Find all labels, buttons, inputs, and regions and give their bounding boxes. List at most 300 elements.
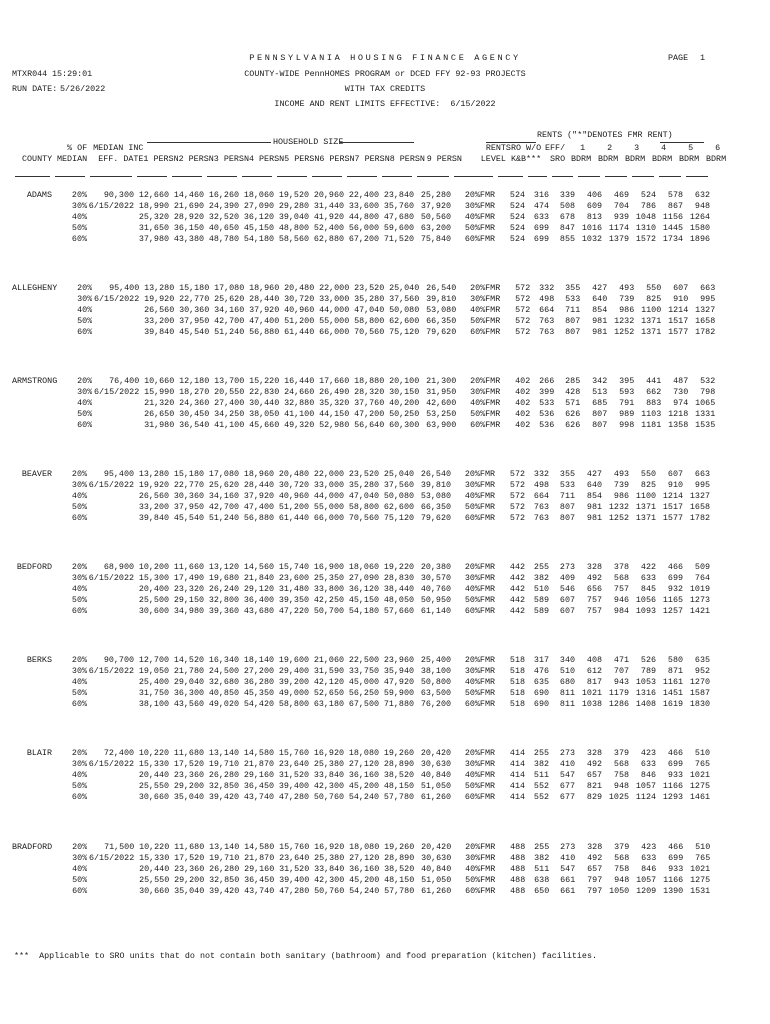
income-limit: 25,400 xyxy=(138,676,169,687)
income-limit: 10,220 xyxy=(138,748,169,758)
rent-value: 492 xyxy=(587,852,603,863)
income-limit: 19,920 xyxy=(144,293,175,304)
empty-cell xyxy=(12,398,57,409)
rent-value: 664 xyxy=(533,490,549,501)
table-row xyxy=(12,770,710,781)
table-row xyxy=(12,584,710,595)
income-limit: 38,100 xyxy=(138,698,169,709)
income-limit: 51,050 xyxy=(421,874,452,885)
median-income: 76,400 xyxy=(109,376,140,386)
county-table xyxy=(12,748,710,803)
rent-value: 763 xyxy=(533,512,549,523)
income-limit: 35,040 xyxy=(173,791,204,802)
rent-value: 981 xyxy=(592,326,608,337)
rent-value: 758 xyxy=(613,769,629,780)
rent-value: 981 xyxy=(586,512,602,523)
rent-value: 813 xyxy=(586,211,602,222)
rent-level: 50%FMR xyxy=(470,315,501,326)
rent-value: 402 xyxy=(515,408,531,419)
empty-cell xyxy=(12,409,57,420)
income-limit: 50,560 xyxy=(420,211,451,222)
rent-value: 1124 xyxy=(635,791,656,802)
income-limit: 23,640 xyxy=(279,852,310,863)
rent-value: 273 xyxy=(560,842,576,852)
rent-value: 423 xyxy=(640,748,656,758)
rent-value: 845 xyxy=(640,583,656,594)
rent-value: 847 xyxy=(559,222,575,233)
rent-level: 50%FMR xyxy=(465,874,496,885)
rent-value: 1174 xyxy=(608,222,629,233)
income-limit: 30,450 xyxy=(179,408,210,419)
income-limit: 25,620 xyxy=(208,479,239,490)
pct-of-median: 50% xyxy=(77,315,93,326)
income-limit: 54,180 xyxy=(348,605,379,616)
income-limit: 47,280 xyxy=(279,885,310,896)
income-limit: 18,060 xyxy=(348,562,379,572)
income-limit: 15,220 xyxy=(249,376,280,386)
pct-of-median: 40% xyxy=(72,863,88,874)
income-limit: 23,600 xyxy=(278,572,309,583)
header-underline xyxy=(454,176,493,177)
rent-value: 974 xyxy=(673,397,689,408)
rent-value: 492 xyxy=(586,758,602,769)
rent-value: 572 xyxy=(509,490,525,501)
income-limit: 70,560 xyxy=(354,326,385,337)
pct-of-median: 30% xyxy=(72,852,88,863)
income-limit: 47,400 xyxy=(249,315,280,326)
income-limit: 29,150 xyxy=(173,594,204,605)
income-limit: 19,920 xyxy=(138,479,169,490)
rent-value: 524 xyxy=(509,200,525,211)
income-limit: 16,440 xyxy=(284,376,315,386)
income-limit: 34,250 xyxy=(214,408,245,419)
income-limit: 23,960 xyxy=(383,655,414,665)
income-limit: 15,760 xyxy=(279,842,310,852)
income-limit: 23,520 xyxy=(348,469,379,479)
income-limit: 30,660 xyxy=(139,885,170,896)
table-row xyxy=(12,864,710,875)
income-limit: 30,720 xyxy=(278,479,309,490)
income-limit: 34,160 xyxy=(214,304,245,315)
rent-value: 552 xyxy=(533,780,549,791)
rent-value: 518 xyxy=(509,655,525,665)
pct-of-median: 50% xyxy=(71,780,87,791)
county-table xyxy=(12,376,715,431)
rent-value: 355 xyxy=(565,283,581,293)
income-limit: 12,660 xyxy=(138,190,169,200)
income-limit: 30,630 xyxy=(420,758,451,769)
rent-value: 442 xyxy=(509,594,525,605)
empty-cell xyxy=(12,316,57,327)
income-limit: 21,840 xyxy=(243,572,274,583)
income-limit: 79,620 xyxy=(426,326,457,337)
rent-value: 1209 xyxy=(636,885,657,896)
rent-value: 332 xyxy=(533,469,549,479)
rent-value: 1161 xyxy=(662,676,683,687)
rent-value: 1252 xyxy=(614,326,635,337)
county-name: ALLEGHENY xyxy=(12,283,58,293)
income-limit: 30,360 xyxy=(179,304,210,315)
rent-level: 30%FMR xyxy=(470,293,501,304)
rent-value: 661 xyxy=(560,874,576,885)
rent-level: 30%FMR xyxy=(464,479,495,490)
rent-value: 493 xyxy=(613,469,629,479)
income-limit: 50,700 xyxy=(313,605,344,616)
income-limit: 43,740 xyxy=(243,791,274,802)
rent-value: 825 xyxy=(646,293,662,304)
rent-value: 998 xyxy=(619,419,635,430)
income-limit: 41,100 xyxy=(284,408,315,419)
rent-level: 40%FMR xyxy=(465,863,496,874)
income-limit: 39,810 xyxy=(420,479,451,490)
income-limit: 16,260 xyxy=(208,190,239,200)
rent-value: 1166 xyxy=(663,874,684,885)
person-3-header: 3 PERSN xyxy=(213,154,249,164)
empty-cell xyxy=(12,201,52,212)
rent-value: 428 xyxy=(565,386,581,397)
rent-value: 378 xyxy=(613,562,629,572)
report-time: 15:29:01 xyxy=(52,69,93,79)
rent-level: 50%FMR xyxy=(464,594,495,605)
income-limit: 20,400 xyxy=(138,583,169,594)
income-limit: 22,770 xyxy=(173,479,204,490)
rent-level: 20%FMR xyxy=(465,842,496,852)
person-7-header: 7 PERSN xyxy=(354,154,390,164)
rent-level: 20%FMR xyxy=(464,469,495,479)
rent-value: 1896 xyxy=(689,233,710,244)
bdrm-4-top: 4 xyxy=(661,143,667,153)
rent-value: 854 xyxy=(586,490,602,501)
table-row xyxy=(12,842,710,853)
rent-value: 1371 xyxy=(641,315,662,326)
rent-value: 1577 xyxy=(662,512,683,523)
rent-value: 442 xyxy=(509,605,525,616)
empty-cell xyxy=(12,513,52,524)
rent-value: 402 xyxy=(515,397,531,408)
rent-value: 711 xyxy=(559,490,575,501)
income-limit: 61,440 xyxy=(278,512,309,523)
rent-value: 379 xyxy=(613,748,629,758)
rent-value: 1782 xyxy=(689,512,710,523)
income-limit: 20,480 xyxy=(278,469,309,479)
rent-value: 414 xyxy=(509,758,525,769)
person-9-header: 9 PERSN xyxy=(426,154,462,164)
rent-value: 939 xyxy=(613,211,629,222)
rent-value: 408 xyxy=(586,655,602,665)
rent-value: 382 xyxy=(533,572,549,583)
rent-value: 382 xyxy=(534,852,550,863)
rent-level: 50%FMR xyxy=(464,222,495,233)
rent-value: 474 xyxy=(533,200,549,211)
rent-value: 607 xyxy=(667,469,683,479)
income-limit: 26,560 xyxy=(144,304,175,315)
income-limit: 66,000 xyxy=(313,512,344,523)
income-limit: 75,840 xyxy=(420,233,451,244)
effective-date: 6/15/2022 xyxy=(88,665,134,676)
income-limit: 33,000 xyxy=(313,479,344,490)
income-limit: 35,940 xyxy=(383,665,414,676)
header-underline xyxy=(498,176,523,177)
pct-of-median: 20% xyxy=(77,283,93,293)
rent-value: 488 xyxy=(510,842,526,852)
income-limit: 50,760 xyxy=(313,791,344,802)
income-limit: 31,520 xyxy=(279,863,310,874)
income-limit: 20,100 xyxy=(389,376,420,386)
income-limit: 18,270 xyxy=(179,386,210,397)
income-limit: 47,680 xyxy=(383,211,414,222)
income-limit: 11,680 xyxy=(174,842,205,852)
rent-value: 786 xyxy=(640,200,656,211)
income-limit: 13,280 xyxy=(144,283,175,293)
rent-value: 355 xyxy=(559,469,575,479)
header-underline xyxy=(137,176,167,177)
income-limit: 19,220 xyxy=(383,562,414,572)
rent-value: 524 xyxy=(509,222,525,233)
table-row xyxy=(12,875,710,886)
page-number: 1 xyxy=(700,53,706,63)
income-limit: 58,800 xyxy=(354,315,385,326)
empty-cell xyxy=(12,305,57,316)
empty-cell xyxy=(12,294,57,305)
rent-value: 699 xyxy=(533,233,549,244)
rent-value: 797 xyxy=(587,874,603,885)
pct-of-median: 60% xyxy=(71,791,87,802)
table-row xyxy=(12,655,710,666)
empty-cell xyxy=(87,688,134,699)
header-underline xyxy=(207,176,237,177)
rent-value: 871 xyxy=(667,665,683,676)
empty-cell xyxy=(87,792,134,803)
table-row xyxy=(12,480,710,491)
rent-value: 342 xyxy=(592,376,608,386)
income-limit: 38,440 xyxy=(383,583,414,594)
income-limit: 29,120 xyxy=(243,583,274,594)
income-limit: 23,360 xyxy=(173,769,204,780)
income-limit: 13,700 xyxy=(214,376,245,386)
rent-value: 1103 xyxy=(641,408,662,419)
eff-sro-header: SRO xyxy=(550,154,566,164)
rent-value: 487 xyxy=(673,376,689,386)
income-limit: 32,850 xyxy=(209,874,240,885)
county-name: BRADFORD xyxy=(12,842,53,852)
income-limit: 28,320 xyxy=(354,386,385,397)
income-limit: 29,280 xyxy=(278,200,309,211)
income-limit: 45,350 xyxy=(243,687,274,698)
rent-value: 1214 xyxy=(668,304,689,315)
rent-value: 488 xyxy=(510,874,526,885)
pct-of-median: 60% xyxy=(71,233,87,244)
income-limit: 45,660 xyxy=(249,419,280,430)
income-limit: 62,600 xyxy=(383,501,414,512)
table-row xyxy=(12,759,710,770)
rent-value: 414 xyxy=(509,780,525,791)
income-limit: 13,120 xyxy=(208,562,239,572)
empty-cell xyxy=(12,327,57,338)
rent-value: 757 xyxy=(586,605,602,616)
rent-value: 633 xyxy=(641,852,657,863)
rent-value: 402 xyxy=(515,419,531,430)
income-limit: 18,960 xyxy=(243,469,274,479)
income-limit: 20,380 xyxy=(420,562,451,572)
rent-value: 466 xyxy=(668,842,684,852)
pct-of-median: 50% xyxy=(77,408,93,419)
pct-of-median: 30% xyxy=(77,293,93,304)
income-limit: 45,540 xyxy=(179,326,210,337)
income-limit: 24,500 xyxy=(208,665,239,676)
income-limit: 34,980 xyxy=(173,605,204,616)
county-name: BLAIR xyxy=(26,748,52,758)
income-limit: 40,960 xyxy=(278,490,309,501)
rent-value: 328 xyxy=(586,562,602,572)
pct-of-median: 60% xyxy=(71,698,87,709)
header-underline xyxy=(277,176,307,177)
income-limit: 66,350 xyxy=(426,315,457,326)
empty-cell xyxy=(12,420,57,431)
rent-value: 607 xyxy=(559,594,575,605)
rent-value: 1451 xyxy=(662,687,683,698)
rent-value: 626 xyxy=(565,419,581,430)
rent-value: 572 xyxy=(509,469,525,479)
empty-cell xyxy=(87,875,134,886)
rent-value: 677 xyxy=(559,780,575,791)
rent-value: 1331 xyxy=(695,408,716,419)
income-limit: 37,950 xyxy=(173,501,204,512)
income-limit: 40,650 xyxy=(208,222,239,233)
rent-value: 633 xyxy=(533,211,549,222)
table-row xyxy=(12,212,710,223)
rent-value: 730 xyxy=(673,386,689,397)
empty-cell xyxy=(87,677,134,688)
rent-value: 699 xyxy=(667,758,683,769)
rent-value: 607 xyxy=(673,283,689,293)
rent-value: 1531 xyxy=(690,885,711,896)
rent-level: 40%FMR xyxy=(470,397,501,408)
column-headers xyxy=(12,143,726,165)
person-5-header: 5 PERSN xyxy=(284,154,320,164)
income-limit: 63,500 xyxy=(420,687,451,698)
income-limit: 49,020 xyxy=(208,698,239,709)
rent-value: 572 xyxy=(515,283,531,293)
income-limit: 18,080 xyxy=(349,842,380,852)
income-limit: 40,850 xyxy=(208,687,239,698)
pct-of-median: 60% xyxy=(71,512,87,523)
rent-value: 1327 xyxy=(689,490,710,501)
sro-kb-header: K&B*** xyxy=(510,154,542,164)
rent-value: 981 xyxy=(586,501,602,512)
income-limit: 33,200 xyxy=(138,501,169,512)
rent-level: 30%FMR xyxy=(464,758,495,769)
empty-cell xyxy=(12,875,52,886)
rent-value: 1421 xyxy=(689,605,710,616)
pct-of-median: 40% xyxy=(71,211,87,222)
empty-cell xyxy=(12,688,52,699)
income-limit: 67,200 xyxy=(348,233,379,244)
rent-value: 1327 xyxy=(695,304,716,315)
income-limit: 25,550 xyxy=(139,874,170,885)
rent-value: 1371 xyxy=(635,512,656,523)
income-limit: 51,050 xyxy=(420,780,451,791)
rent-value: 626 xyxy=(565,408,581,419)
rent-value: 339 xyxy=(559,190,575,200)
income-limit: 11,660 xyxy=(173,562,204,572)
income-limit: 28,440 xyxy=(243,479,274,490)
rent-value: 943 xyxy=(613,676,629,687)
income-limit: 22,400 xyxy=(348,190,379,200)
income-limit: 23,640 xyxy=(278,758,309,769)
rent-value: 471 xyxy=(613,655,629,665)
rent-value: 568 xyxy=(613,572,629,583)
rent-value: 568 xyxy=(614,852,630,863)
income-limit: 29,040 xyxy=(173,676,204,687)
income-limit: 15,760 xyxy=(278,748,309,758)
effective-date: 6/15/2022 xyxy=(94,386,140,397)
income-limit: 48,150 xyxy=(383,780,414,791)
rent-value: 933 xyxy=(667,769,683,780)
income-limit: 39,400 xyxy=(279,874,310,885)
pct-of-median: 40% xyxy=(71,769,87,780)
rent-value: 946 xyxy=(613,594,629,605)
income-limit: 12,180 xyxy=(179,376,210,386)
rent-value: 518 xyxy=(509,665,525,676)
income-limit: 20,480 xyxy=(284,283,315,293)
header-underline xyxy=(605,176,627,177)
median-income: 68,900 xyxy=(103,562,134,572)
rent-value: 817 xyxy=(586,676,602,687)
rent-value: 550 xyxy=(646,283,662,293)
income-limit: 45,200 xyxy=(348,780,379,791)
income-limit: 39,360 xyxy=(208,605,239,616)
income-limit: 50,080 xyxy=(389,304,420,315)
rent-value: 807 xyxy=(559,501,575,512)
income-limit: 35,040 xyxy=(174,885,205,896)
income-limit: 50,800 xyxy=(420,676,451,687)
income-limit: 55,000 xyxy=(319,315,350,326)
rent-value: 1273 xyxy=(689,594,710,605)
income-limit: 18,990 xyxy=(138,200,169,211)
rent-value: 526 xyxy=(640,655,656,665)
income-limit: 27,120 xyxy=(348,758,379,769)
income-limit: 30,630 xyxy=(421,852,452,863)
income-limit: 32,880 xyxy=(284,397,315,408)
income-limit: 75,120 xyxy=(383,512,414,523)
person-2-header: 2 PERSN xyxy=(178,154,214,164)
rent-value: 657 xyxy=(586,769,602,780)
income-limit: 36,160 xyxy=(349,863,380,874)
rent-value: 1358 xyxy=(668,419,689,430)
income-limit: 28,890 xyxy=(384,852,415,863)
rent-value: 328 xyxy=(586,748,602,758)
rent-value: 678 xyxy=(559,211,575,222)
income-limit: 22,500 xyxy=(348,655,379,665)
header-underline xyxy=(528,176,547,177)
income-limit: 31,650 xyxy=(138,222,169,233)
rent-value: 488 xyxy=(510,885,526,896)
income-limit: 16,920 xyxy=(313,748,344,758)
rent-value: 1310 xyxy=(635,222,656,233)
header-underline xyxy=(382,176,412,177)
income-limit: 51,200 xyxy=(284,315,315,326)
rent-value: 469 xyxy=(613,190,629,200)
rent-value: 510 xyxy=(559,665,575,676)
rent-value: 423 xyxy=(641,842,657,852)
income-limit: 40,760 xyxy=(420,583,451,594)
rent-value: 1390 xyxy=(663,885,684,896)
income-limit: 13,140 xyxy=(209,842,240,852)
rent-value: 635 xyxy=(533,676,549,687)
page-label: PAGE xyxy=(668,53,689,63)
income-limit: 31,750 xyxy=(138,687,169,698)
rent-value: 316 xyxy=(533,190,549,200)
